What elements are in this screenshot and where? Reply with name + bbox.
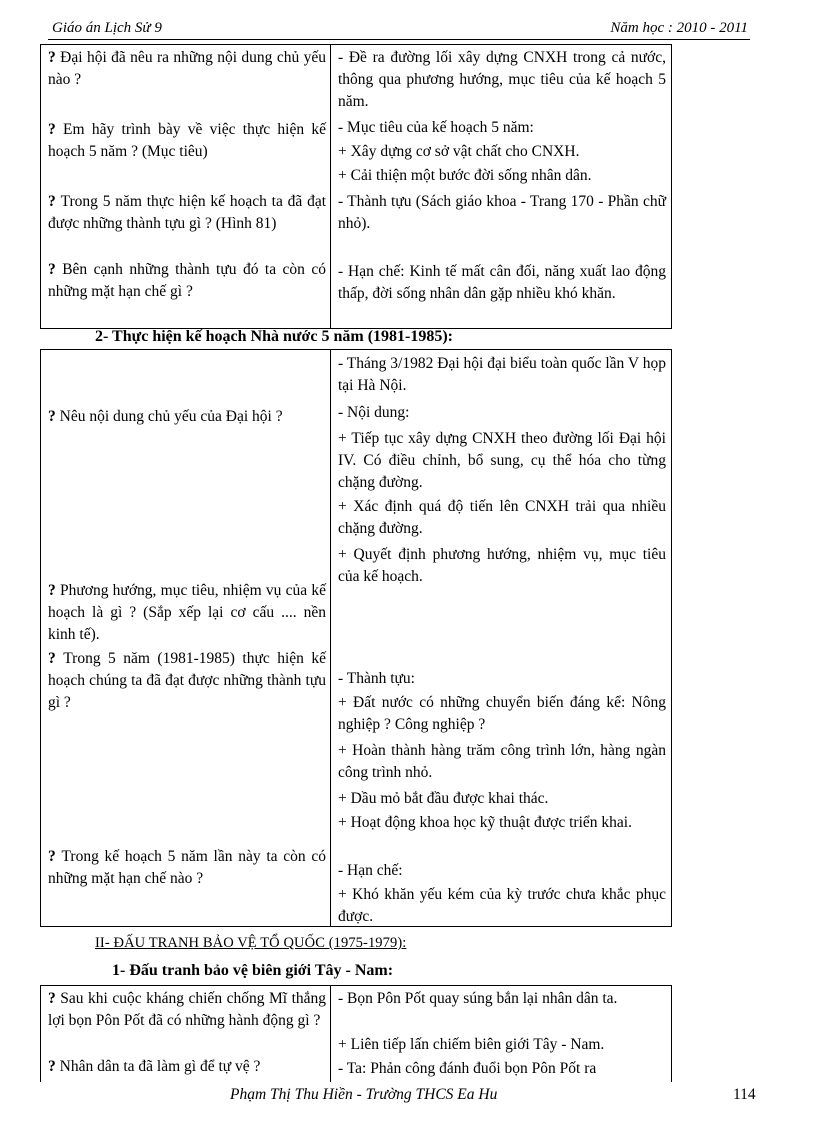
answer-cell: - Thành tựu (Sách giáo khoa - Trang 170 - Phần chữ nhỏ). [338, 193, 666, 232]
question-cell: ? Nêu nội dung chủ yếu của Đại hội ? [48, 408, 283, 425]
header-school-year: Năm học : 2010 - 2011 [610, 20, 748, 36]
question-cell: ? Bên cạnh những thành tựu đó ta còn có những mặt hạn chế gì ? [48, 261, 327, 300]
answer-cell: - Bọn Pôn Pốt quay súng bắn lại nhân dân ta. [338, 990, 618, 1007]
answer-cell: - Nội dung: [338, 404, 410, 421]
question-cell: ? Trong 5 năm (1981-1985) thực hiện kế hoạch chúng ta đã đạt được những thành tựu gì ? [48, 650, 326, 711]
section-heading-plan-1981-1985: 2- Thực hiện kế hoạch Nhà nước 5 năm (1981-1985): [95, 328, 454, 345]
header-subject: Giáo án Lịch Sử 9 [52, 20, 162, 36]
answer-cell: - Hạn chế: [338, 862, 403, 879]
answer-cell: - Tháng 3/1982 Đại hội đại biểu toàn quốc lần V họp tại Hà Nội. [338, 355, 666, 394]
table-plan-1981-1985 [40, 349, 672, 927]
answer-cell: + Dầu mỏ bắt đầu được khai thác. [338, 790, 549, 807]
answer-cell: - Đề ra đường lối xây dựng CNXH trong cả nước, thông qua phương hướng, mục tiêu của kế hoạch 5 năm. [338, 49, 666, 110]
question-cell: ? Trong 5 năm thực hiện kế hoạch ta đã đạt được những thành tựu gì ? (Hình 81) [48, 193, 327, 232]
answer-cell: + Quyết định phương hướng, nhiệm vụ, mục tiêu của kế hoạch. [338, 546, 666, 585]
answer-cell: + Đất nước có những chuyển biến đáng kể: Nông nghiệp ? Công nghiệp ? [338, 694, 666, 733]
table-plan-1976-1980 [40, 44, 672, 329]
answer-cell: + Khó khăn yếu kém của kỳ trước chưa khắc phục được. [338, 886, 666, 925]
part-heading-defense: II- ĐẤU TRANH BẢO VỆ TỔ QUỐC (1975-1979): [95, 935, 407, 951]
page-header [48, 20, 750, 40]
answer-cell: - Hạn chế: Kinh tế mất cân đối, năng xuất lao động thấp, đời sống nhân dân gặp nhiều khó khăn. [338, 263, 666, 302]
answer-cell: + Xác định quá độ tiến lên CNXH trải qua nhiều chặng đường. [338, 498, 666, 537]
question-cell: ? Phương hướng, mục tiêu, nhiệm vụ của kế hoạch là gì ? (Sắp xếp lại cơ cấu .... nền kinh tế). [48, 582, 326, 643]
question-cell: ? Em hãy trình bày về việc thực hiện kế hoạch 5 năm ? (Mục tiêu) [48, 121, 327, 160]
answer-cell: + Tiếp tục xây dựng CNXH theo đường lối Đại hội IV. Có điều chỉnh, bổ sung, cụ thể hóa cho từng chặng đường. [338, 430, 666, 491]
answer-cell: - Thành tựu: [338, 670, 415, 687]
question-cell: ? Đại hội đã nêu ra những nội dung chủ yếu nào ? [48, 49, 327, 88]
question-cell: ? Trong kế hoạch 5 năm lần này ta còn có những mặt hạn chế nào ? [48, 848, 327, 887]
answer-cell: - Ta: Phản công đánh đuổi bọn Pôn Pốt ra [338, 1060, 597, 1077]
answer-cell: - Mục tiêu của kế hoạch 5 năm: + Xây dựng cơ sở vật chất cho CNXH. + Cải thiện một bước đời sống nhân dân. [338, 119, 592, 184]
table-southwest-border [40, 985, 672, 1082]
answer-cell: + Liên tiếp lấn chiếm biên giới Tây - Nam. [338, 1036, 605, 1053]
subsection-heading-southwest-border: 1- Đấu tranh bảo vệ biên giới Tây - Nam: [112, 962, 394, 979]
question-cell: ? Sau khi cuộc kháng chiến chống Mĩ thắng lợi bọn Pôn Pốt đã có những hành động gì ? [48, 990, 326, 1029]
page-number: 114 [733, 1086, 756, 1103]
question-cell: ? Nhân dân ta đã làm gì để tự vệ ? [48, 1058, 261, 1075]
answer-cell: + Hoàn thành hàng trăm công trình lớn, hàng ngàn công trình nhỏ. [338, 742, 666, 781]
answer-cell: + Hoạt động khoa học kỹ thuật được triển khai. [338, 814, 632, 831]
footer-author: Phạm Thị Thu Hiền - Trường THCS Ea Hu [230, 1086, 498, 1103]
